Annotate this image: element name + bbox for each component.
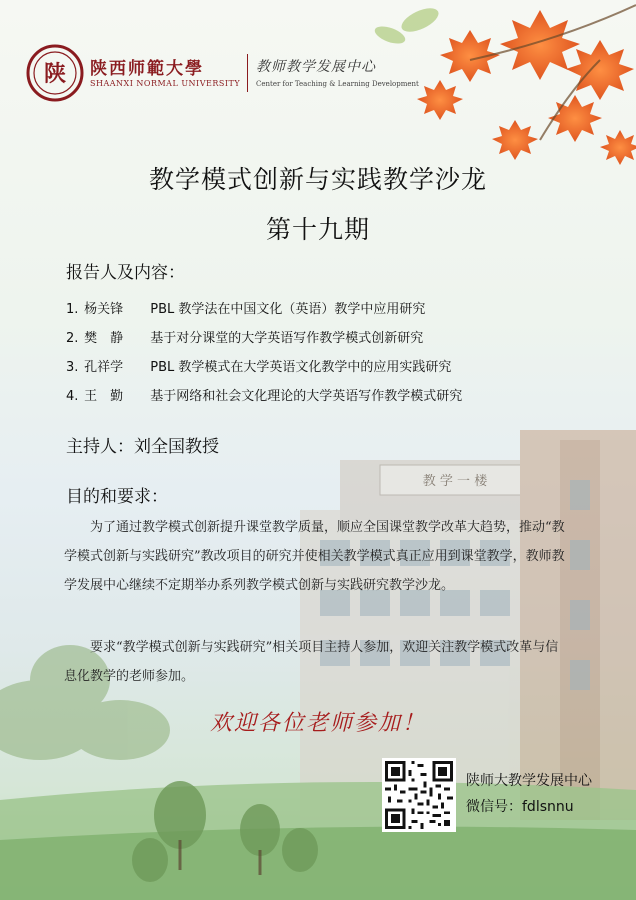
speaker-topic: 基于网络和社会文化理论的大学英语写作教学模式研究: [150, 389, 463, 404]
issue-number: 第十九期: [265, 215, 370, 244]
host-line: 主持人：刘全国教授: [66, 437, 219, 457]
speaker-number: 4.: [66, 389, 79, 404]
welcome-message: 欢迎各位老师参加！: [209, 711, 426, 736]
speaker-item: [66, 327, 462, 356]
speaker-name: 孔祥学: [84, 360, 124, 375]
speaker-item: [66, 298, 462, 327]
building-sign: 教 学 一 楼: [422, 474, 488, 489]
contact-wechat: 微信号：fdlsnnu: [466, 799, 574, 815]
purpose-heading: 目的和要求：: [66, 487, 168, 507]
seal-text: 陕: [43, 61, 67, 87]
speaker-item: [66, 356, 462, 385]
university-name-en: SHAANXI NORMAL UNIVERSITY: [90, 79, 241, 88]
center-name: 教师教学发展中心: [256, 59, 376, 75]
speaker-topic: PBL 教学法在中国文化（英语）教学中应用研究: [150, 302, 426, 317]
center-name-en: Center for Teaching & Learning Development: [256, 80, 419, 88]
qr-code-icon[interactable]: [382, 758, 456, 832]
speaker-name: 樊 静: [84, 331, 124, 346]
speaker-topic: 基于对分课堂的大学英语写作教学模式创新研究: [150, 331, 424, 346]
university-seal-icon: [26, 44, 84, 102]
poster-title: 教学模式创新与实践教学沙龙: [148, 165, 487, 194]
header-brand: [26, 44, 419, 104]
speaker-item: [66, 385, 462, 414]
speakers-heading: 报告人及内容：: [66, 263, 185, 283]
speaker-number: 3.: [66, 360, 79, 375]
university-name: 陕西师範大學: [90, 59, 204, 79]
contact-info: [466, 770, 592, 822]
speaker-list: [66, 298, 462, 414]
speaker-topic: PBL 教学模式在大学英语文化教学中的应用实践研究: [150, 360, 452, 375]
requirement-paragraph: 要求“教学模式创新与实践研究”相关项目主持人参加，欢迎关注教学模式改革与信息化教学的老师参加。: [64, 640, 559, 684]
speaker-number: 1.: [66, 302, 79, 317]
contact-org: 陕师大教学发展中心: [466, 773, 592, 789]
speaker-name: 王 勤: [84, 389, 124, 404]
speaker-number: 2.: [66, 331, 79, 346]
brand-divider: [247, 54, 248, 92]
purpose-paragraph: 为了通过教学模式创新提升课堂教学质量，顺应全国课堂教学改革大趋势，推动“教学模式创新与实践研究”教改项目的研究并使相关教学模式真正应用到课堂教学，教师教学发展中心继续不定期举办系列教学模式创新与实践研究教学沙龙。: [64, 520, 565, 593]
speaker-name: 杨关锋: [84, 302, 124, 317]
